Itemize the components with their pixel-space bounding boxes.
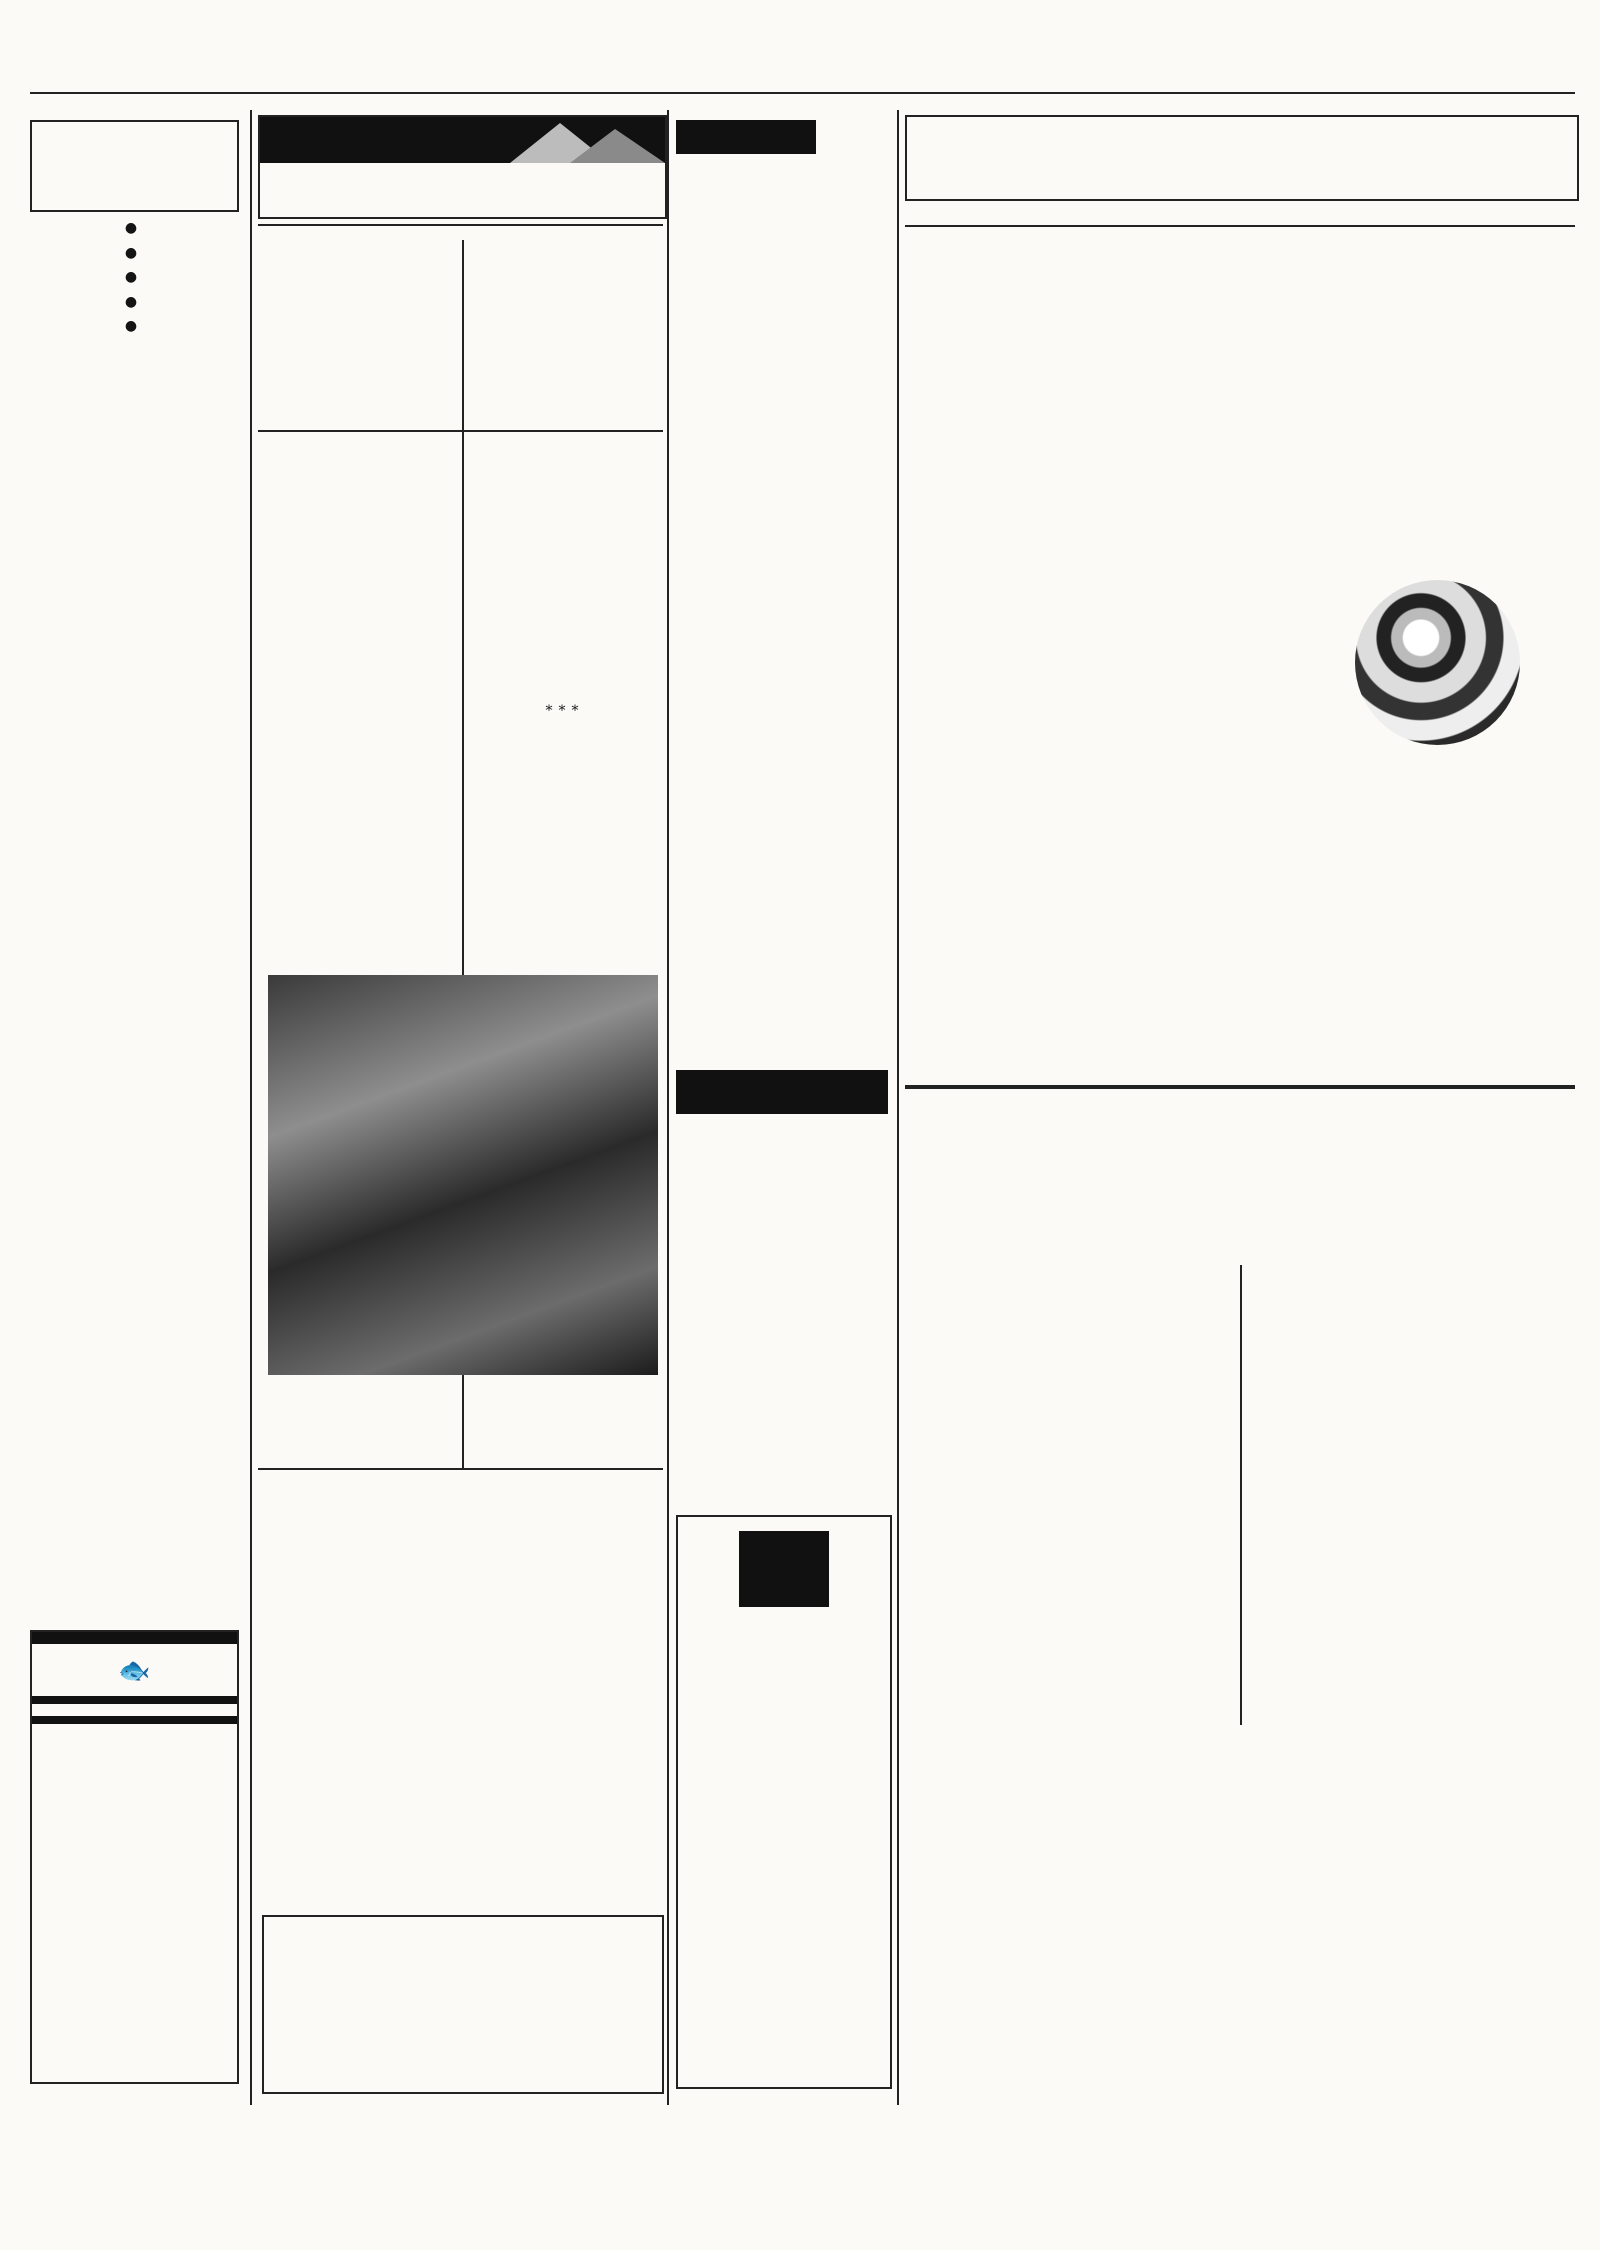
rule (905, 1085, 1575, 1089)
fish-icon: 🐟 (118, 1656, 151, 1686)
egypt-life-col-a (470, 290, 655, 420)
column-rule-5 (1240, 1265, 1242, 1725)
football-icon (1355, 580, 1520, 745)
masthead-line1 (260, 163, 665, 167)
top-rule (30, 92, 1575, 94)
column-rule-2 (667, 110, 669, 2105)
elliniko-label (676, 1070, 888, 1079)
edo-ki-ekei-column (30, 215, 238, 1615)
col1-separator: ● (124, 220, 144, 236)
sports-col-a (910, 335, 1085, 1255)
kairina-section (262, 232, 458, 243)
rule (258, 1468, 663, 1470)
electric-article (470, 700, 660, 722)
koutoukaki-ad (30, 1630, 239, 2084)
column-rule-3 (897, 110, 899, 2105)
sports-col-b (1095, 335, 1270, 1255)
electric-separator: *** (545, 703, 585, 719)
yashin-body (1285, 755, 1570, 1255)
eftrapela-header (676, 120, 816, 154)
masthead-rule (258, 224, 663, 226)
elliniko-label-box (676, 1070, 888, 1114)
taverna-line1 (32, 1696, 237, 1704)
california-col-a (910, 1270, 1125, 2100)
rule (258, 430, 663, 432)
elit-name (739, 1531, 829, 1549)
pantelis-body (262, 1580, 660, 1910)
col1-separator: ● (124, 269, 144, 285)
edo-ki-ekei-header (30, 120, 239, 212)
masthead-banner (260, 117, 665, 163)
masthead (258, 115, 667, 219)
kairina-body (262, 240, 458, 243)
eftrapela-heading (676, 120, 816, 125)
col1-separator: ● (124, 244, 144, 261)
sports-col-c-top (1285, 335, 1570, 475)
california-col-gap (1135, 1270, 1235, 2100)
argyros-ad (262, 1915, 664, 2094)
masthead-title (260, 117, 665, 129)
california-headlines (905, 1100, 1575, 1108)
taverna-title (32, 1632, 237, 1644)
eftrapela-body (676, 160, 890, 800)
col1-separator: ● (124, 318, 144, 334)
electric-body (470, 790, 660, 1410)
sports-banner-title (907, 117, 1577, 129)
elit-logo-box (739, 1531, 829, 1607)
col1-separator: ● (124, 293, 144, 310)
sports-banner (905, 115, 1579, 201)
rule (905, 225, 1575, 227)
elit-ad (676, 1515, 892, 2089)
column-rule-1 (250, 110, 252, 2105)
trikala-body (676, 1125, 888, 1505)
taverna-line3 (32, 1716, 237, 1724)
